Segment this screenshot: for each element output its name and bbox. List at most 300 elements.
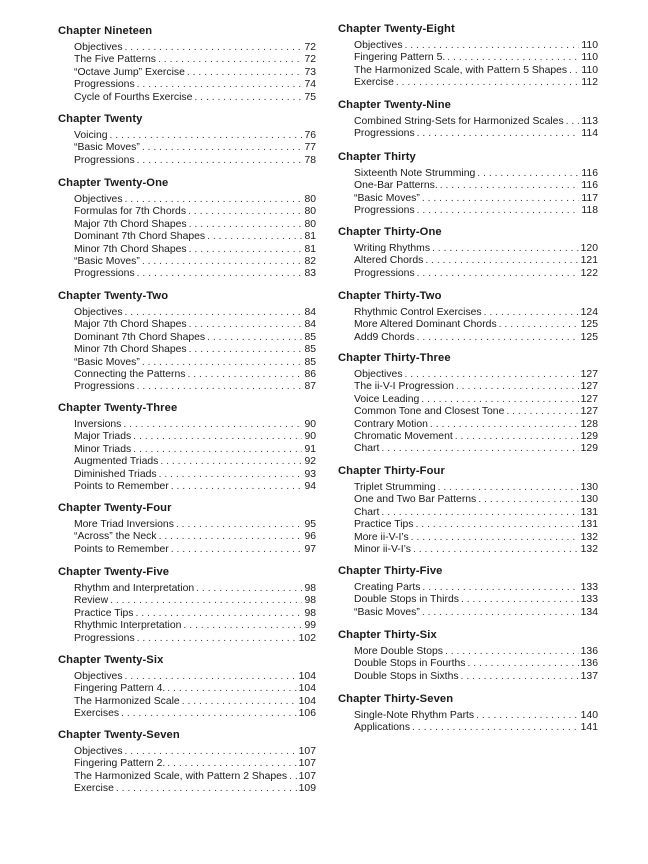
page-number: 77 [304, 142, 316, 154]
page-number: 127 [580, 406, 598, 418]
entry-label: Minor 7th Chord Shapes [74, 344, 187, 356]
page-number: 130 [580, 494, 598, 506]
page-number: 130 [580, 482, 598, 493]
dot-leader [196, 583, 302, 595]
page-number: 87 [304, 381, 316, 393]
entry-label: Double Stops in Sixths [354, 670, 459, 682]
dot-leader [182, 696, 297, 708]
toc-entry [74, 583, 316, 595]
dot-leader [417, 332, 579, 344]
entry-label: The Harmonized Scale, with Pattern 5 Shapes [354, 64, 568, 76]
toc-entry [354, 544, 598, 556]
dot-leader [125, 746, 297, 758]
page-number: 122 [580, 267, 598, 279]
entry-label: Altered Chords [354, 255, 424, 267]
toc-entry [354, 394, 598, 406]
entry-label: Applications [354, 722, 411, 734]
toc-entry [354, 128, 598, 140]
toc-entry [354, 77, 598, 89]
dot-leader [110, 130, 303, 142]
entry-label: Creating Parts [354, 582, 421, 593]
dot-leader [425, 255, 578, 267]
page-number: 121 [580, 255, 598, 267]
toc-entry [74, 544, 316, 556]
chapter-entries [58, 307, 316, 394]
entry-label: Progressions [74, 632, 135, 644]
entry-label: Fingering Pattern 5. [354, 52, 446, 64]
toc-entry [74, 307, 316, 319]
chapter-block [338, 628, 598, 683]
page-number: 136 [580, 658, 598, 670]
page-number: 80 [304, 206, 316, 218]
page-number: 96 [304, 531, 316, 543]
toc-entry [74, 633, 316, 645]
toc-entry [354, 193, 598, 205]
entry-label: Cycle of Fourths Exercise [74, 91, 193, 103]
dot-leader [189, 244, 303, 256]
dot-leader [137, 268, 303, 280]
dot-leader [381, 443, 578, 455]
dot-leader [412, 722, 579, 734]
page-number: 81 [304, 231, 316, 243]
page-number: 127 [580, 369, 598, 380]
dot-leader [176, 519, 303, 531]
toc-entry [74, 746, 316, 758]
entry-label: “Basic Moves” [74, 142, 140, 154]
dot-leader [440, 180, 580, 192]
dot-leader [569, 65, 579, 77]
dot-leader [478, 494, 578, 506]
dot-leader [447, 52, 579, 64]
toc-entry [354, 607, 598, 619]
entry-label: Diminished Triads [74, 468, 157, 480]
toc-entry [74, 456, 316, 468]
dot-leader [142, 256, 303, 268]
toc-entry [74, 444, 316, 456]
chapter-entries [338, 646, 598, 683]
toc-entry [74, 42, 316, 54]
entry-label: Add9 Chords [354, 331, 415, 343]
chapter-entries [58, 519, 316, 556]
chapter-block [58, 176, 316, 281]
chapter-entries [58, 194, 316, 281]
toc-entry [74, 531, 316, 543]
entry-label: Rhythmic Interpretation [74, 620, 182, 632]
page-number: 107 [298, 770, 316, 782]
page-number: 110 [581, 64, 598, 76]
dot-leader [381, 507, 578, 519]
toc-entry [74, 142, 316, 154]
page-number: 85 [304, 344, 316, 356]
entry-label: The Five Patterns [74, 54, 157, 66]
chapter-entries [58, 583, 316, 645]
dot-leader [417, 128, 580, 140]
page-number: 129 [580, 443, 598, 455]
toc-entry [74, 244, 316, 256]
chapter-entries [338, 243, 598, 280]
dot-leader [116, 783, 297, 795]
page-number: 127 [580, 393, 598, 405]
page-number: 80 [304, 194, 316, 205]
dot-leader [207, 332, 302, 344]
toc-entry [74, 381, 316, 393]
page-number: 97 [304, 543, 316, 555]
page-number: 91 [304, 443, 316, 455]
toc-entry [354, 443, 598, 455]
chapter-entries [58, 42, 316, 104]
page-number: 132 [580, 544, 598, 556]
page-number: 90 [304, 431, 316, 443]
page-number: 82 [304, 256, 316, 268]
entry-label: Objectives [354, 40, 403, 51]
dot-leader [133, 444, 302, 456]
toc-entry [354, 658, 598, 670]
dot-leader [396, 77, 580, 89]
dot-leader [137, 79, 303, 91]
toc-entry [354, 722, 598, 734]
dot-leader [133, 431, 302, 443]
chapter-block [58, 401, 316, 493]
toc-entry [354, 419, 598, 431]
entry-label: Progressions [74, 381, 135, 393]
chapter-entries [58, 671, 316, 721]
page-number: 133 [580, 594, 598, 606]
page-number: 134 [580, 606, 598, 618]
page-number: 94 [304, 481, 316, 493]
dot-leader [137, 155, 303, 167]
entry-label: Progressions [74, 79, 135, 91]
page-number: 125 [580, 331, 598, 343]
chapter-block [58, 112, 316, 167]
toc-entry [354, 168, 598, 180]
page-number: 81 [304, 243, 316, 255]
chapter-block [338, 225, 598, 280]
dot-leader [411, 532, 579, 544]
page-number: 113 [581, 116, 598, 127]
page-number: 84 [304, 307, 316, 318]
entry-label: The Harmonized Scale, with Pattern 2 Shapes [74, 770, 288, 782]
entry-label: Exercise [74, 783, 114, 795]
entry-label: Objectives [74, 746, 123, 757]
page-number: 106 [298, 708, 316, 720]
dot-leader [467, 658, 578, 670]
toc-entry [354, 116, 598, 128]
chapter-title: Chapter Twenty-Five [58, 566, 170, 578]
page-number: 129 [580, 431, 598, 443]
entry-label: More ii-V-I’s [354, 531, 409, 543]
toc-entry [354, 710, 598, 722]
toc-entry [354, 431, 598, 443]
page-number: 102 [298, 632, 316, 644]
entry-label: Objectives [74, 671, 123, 682]
toc-entry [74, 519, 316, 531]
chapter-title: Chapter Thirty [338, 151, 416, 163]
chapter-title: Chapter Thirty-Four [338, 465, 445, 477]
chapter-title: Chapter Nineteen [58, 25, 153, 37]
entry-label: One-Bar Patterns. [354, 180, 438, 192]
toc-entry [74, 620, 316, 632]
toc-entry [74, 268, 316, 280]
toc-entry [74, 231, 316, 243]
toc-entry [354, 268, 598, 280]
page-number: 127 [580, 381, 598, 393]
dot-leader [160, 456, 302, 468]
chapter-block [58, 501, 316, 556]
entry-label: Progressions [74, 154, 135, 166]
entry-label: Contrary Motion [354, 418, 428, 430]
toc-entry [74, 256, 316, 268]
entry-label: Minor ii-V-I’s [354, 544, 411, 556]
toc-entry [354, 582, 598, 594]
chapter-title: Chapter Twenty-Nine [338, 99, 451, 111]
dot-leader [430, 419, 579, 431]
toc-entry [74, 595, 316, 607]
chapter-block [338, 289, 598, 344]
chapter-entries [338, 40, 598, 90]
page-number: 92 [304, 456, 316, 468]
entry-label: Exercise [354, 77, 394, 89]
chapter-block [58, 289, 316, 394]
toc-entry [74, 671, 316, 683]
entry-label: Double Stops in Thirds [354, 594, 459, 606]
entry-label: Chart [354, 443, 380, 455]
entry-label: Progressions [354, 267, 415, 279]
dot-leader [422, 582, 578, 594]
dot-leader [125, 671, 297, 683]
toc-entry [74, 758, 316, 770]
dot-leader [432, 243, 579, 255]
page-number: 110 [581, 52, 598, 64]
page-number: 114 [581, 128, 598, 140]
entry-label: Practice Tips [74, 607, 134, 619]
dot-leader [137, 381, 303, 393]
entry-label: Dominant 7th Chord Shapes [74, 231, 206, 243]
dot-leader [123, 419, 302, 431]
toc-entry [354, 482, 598, 494]
chapter-entries [338, 482, 598, 556]
entry-label: Voice Leading [354, 393, 420, 405]
dot-leader [137, 633, 297, 645]
chapter-entries [338, 116, 598, 141]
dot-leader [421, 394, 578, 406]
dot-leader [125, 307, 303, 319]
toc-entry [74, 469, 316, 481]
entry-label: “Basic Moves” [74, 356, 140, 368]
page-number: 85 [304, 331, 316, 343]
toc-entry [354, 243, 598, 255]
page-number: 104 [298, 695, 316, 707]
chapter-entries [338, 168, 598, 218]
entry-label: Major 7th Chord Shapes [74, 218, 187, 230]
toc-entry [354, 65, 598, 77]
chapter-entries [58, 419, 316, 493]
page-number: 124 [580, 307, 598, 318]
chapter-entries [338, 710, 598, 735]
page-number: 95 [304, 519, 316, 530]
dot-leader [461, 671, 579, 683]
dot-leader [476, 710, 579, 722]
page-number: 104 [298, 683, 316, 695]
entry-label: Major 7th Chord Shapes [74, 319, 187, 331]
entry-label: Exercises [74, 708, 120, 720]
dot-leader [183, 620, 302, 632]
page-number: 107 [298, 758, 316, 770]
chapter-block [58, 728, 316, 796]
page-number: 110 [581, 40, 598, 51]
toc-entry [354, 369, 598, 381]
toc-entry [74, 431, 316, 443]
page-number: 98 [304, 595, 316, 607]
page-number: 72 [304, 54, 316, 66]
dot-leader [413, 544, 579, 556]
toc-entry [74, 130, 316, 142]
toc-entry [74, 54, 316, 66]
dot-leader [189, 344, 303, 356]
entry-label: “Across” the Neck [74, 531, 157, 543]
toc-entry [74, 683, 316, 695]
chapter-block [338, 564, 598, 619]
dot-leader [417, 205, 580, 217]
toc-entry [354, 594, 598, 606]
chapter-block [338, 351, 598, 456]
toc-entry [354, 319, 598, 331]
page-number: 140 [580, 710, 598, 721]
entry-label: Points to Remember [74, 481, 169, 493]
entry-label: “Octave Jump” Exercise [74, 66, 185, 78]
toc-entry [74, 357, 316, 369]
dot-leader [417, 268, 579, 280]
chapter-block [338, 150, 598, 218]
entry-label: Points to Remember [74, 543, 169, 555]
toc-entry [74, 67, 316, 79]
toc-entry [354, 494, 598, 506]
page-number: 133 [580, 582, 598, 593]
page-number: 131 [580, 506, 598, 518]
page-number: 72 [304, 42, 316, 53]
entry-label: Common Tone and Closest Tone [354, 406, 505, 418]
toc-entry [354, 519, 598, 531]
dot-leader [405, 40, 580, 52]
dot-leader [422, 607, 579, 619]
dot-leader [289, 771, 297, 783]
dot-leader [121, 708, 297, 720]
entry-label: Objectives [74, 194, 123, 205]
dot-leader [477, 168, 579, 180]
dot-leader [207, 231, 302, 243]
chapter-title: Chapter Thirty-Five [338, 565, 443, 577]
entry-label: Objectives [74, 307, 123, 318]
chapter-title: Chapter Twenty-Eight [338, 23, 455, 35]
chapter-title: Chapter Thirty-Seven [338, 693, 454, 705]
toc-entry [74, 369, 316, 381]
page-number: 116 [581, 180, 598, 192]
page-number: 86 [304, 369, 316, 381]
toc-entry [74, 783, 316, 795]
dot-leader [438, 482, 579, 494]
dot-leader [566, 116, 580, 128]
toc-entry [74, 419, 316, 431]
page-number: 80 [304, 218, 316, 230]
dot-leader [456, 381, 579, 393]
page-number: 107 [298, 746, 316, 757]
dot-leader [194, 92, 302, 104]
page-number: 136 [580, 646, 598, 657]
page-number: 73 [304, 66, 316, 78]
toc-entry [354, 255, 598, 267]
entry-label: “Basic Moves” [354, 192, 420, 204]
entry-label: Voicing [74, 130, 108, 141]
chapter-title: Chapter Thirty-One [338, 226, 442, 238]
entry-label: Progressions [354, 205, 415, 217]
toc-entry [74, 219, 316, 231]
page-number: 141 [580, 722, 598, 734]
dot-leader [187, 369, 302, 381]
dot-leader [415, 519, 578, 531]
page-number: 76 [304, 130, 316, 141]
chapter-title: Chapter Thirty-Three [338, 352, 451, 364]
chapter-block [338, 464, 598, 556]
entry-label: Fingering Pattern 2. [74, 758, 166, 770]
toc-entry [354, 507, 598, 519]
page-number: 98 [304, 607, 316, 619]
toc-entry [74, 206, 316, 218]
entry-label: The ii-V-I Progression [354, 381, 454, 393]
toc-entry [74, 155, 316, 167]
page-number: 116 [581, 168, 598, 179]
entry-label: Single-Note Rhythm Parts [354, 710, 475, 721]
dot-leader [187, 67, 303, 79]
dot-leader [405, 369, 579, 381]
entry-label: Augmented Triads [74, 456, 159, 468]
page-number: 104 [298, 671, 316, 682]
chapter-title: Chapter Twenty-Two [58, 290, 169, 302]
entry-label: Practice Tips [354, 519, 414, 531]
dot-leader [189, 319, 303, 331]
page-number: 74 [304, 79, 316, 91]
chapter-title: Chapter Twenty-Six [58, 654, 164, 666]
entry-label: Major Triads [74, 431, 132, 443]
entry-label: Chromatic Movement [354, 431, 453, 443]
chapter-title: Chapter Twenty [58, 113, 143, 125]
toc-entry [74, 708, 316, 720]
dot-leader [499, 319, 579, 331]
page-number: 85 [304, 356, 316, 368]
toc-entry [74, 92, 316, 104]
dot-leader [135, 608, 302, 620]
page-number: 78 [304, 154, 316, 166]
toc-entry [74, 481, 316, 493]
dot-leader [506, 406, 578, 418]
chapter-title: Chapter Thirty-Two [338, 290, 442, 302]
entry-label: Triplet Strumming [354, 482, 436, 493]
toc-entry [354, 307, 598, 319]
chapter-title: Chapter Twenty-One [58, 177, 169, 189]
chapter-entries [58, 130, 316, 167]
entry-label: The Harmonized Scale [74, 695, 180, 707]
dot-leader [484, 307, 579, 319]
entry-label: Combined String-Sets for Harmonized Scales [354, 116, 564, 127]
toc-entry [74, 319, 316, 331]
dot-leader [455, 431, 579, 443]
page-number: 125 [580, 319, 598, 331]
page-number: 90 [304, 419, 316, 430]
toc-entry [354, 532, 598, 544]
entry-label: Objectives [354, 369, 403, 380]
toc-entry [354, 646, 598, 658]
toc-entry [74, 608, 316, 620]
dot-leader [445, 646, 579, 658]
entry-label: Double Stops in Fourths [354, 658, 466, 670]
